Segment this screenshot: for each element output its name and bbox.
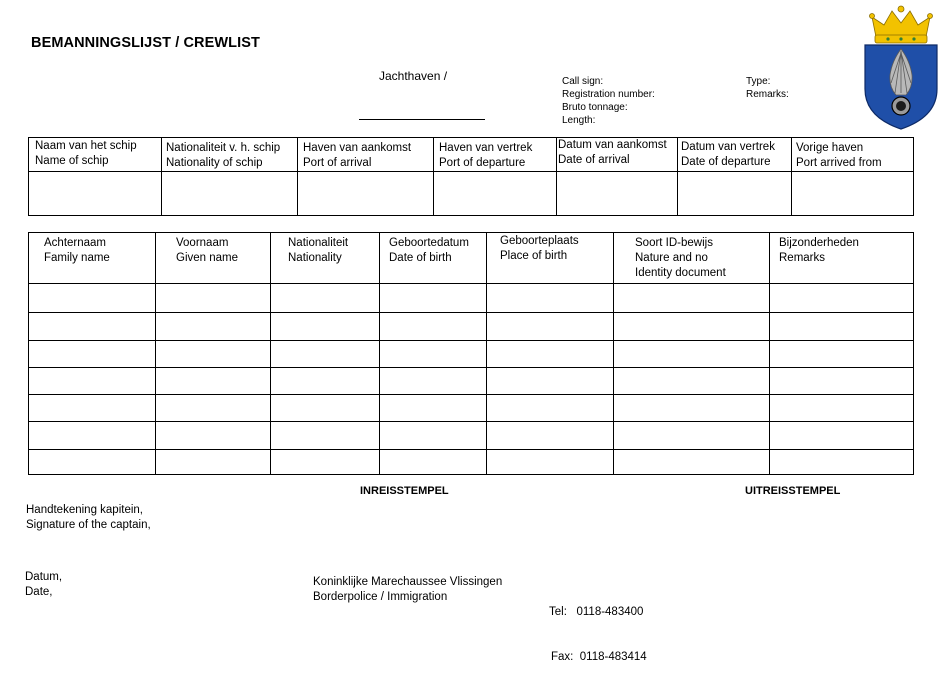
crew-cell[interactable] xyxy=(487,395,614,422)
crew-cell[interactable] xyxy=(156,450,271,475)
registration-number-label: Registration number: xyxy=(562,89,655,100)
call-sign-label: Call sign: xyxy=(562,76,604,87)
footer-organization xyxy=(313,575,502,605)
crew-cell[interactable] xyxy=(487,284,614,313)
crew-list-table xyxy=(28,232,914,475)
crew-cell[interactable] xyxy=(380,422,487,450)
signature-block xyxy=(26,503,151,533)
place-of-birth-header: Geboorteplaats Place of birth xyxy=(487,233,614,284)
crew-cell[interactable] xyxy=(29,341,156,368)
port-of-departure-field[interactable] xyxy=(434,172,557,216)
previous-port-field[interactable] xyxy=(792,172,914,216)
crew-row[interactable] xyxy=(29,313,914,341)
footer-contact xyxy=(549,575,647,680)
crew-cell[interactable] xyxy=(380,450,487,475)
crew-cell[interactable] xyxy=(770,368,914,395)
crew-cell[interactable] xyxy=(29,395,156,422)
crew-cell[interactable] xyxy=(156,422,271,450)
organization-name-nl: Koninklijke Marechaussee Vlissingen xyxy=(313,576,503,588)
crew-cell[interactable] xyxy=(487,450,614,475)
crew-cell[interactable] xyxy=(156,368,271,395)
date-of-birth-header: Geboortedatum Date of birth xyxy=(380,233,487,284)
date-label-en: Date, xyxy=(25,586,53,598)
port-of-arrival-field[interactable] xyxy=(298,172,434,216)
remarks-label: Remarks: xyxy=(746,89,789,100)
date-of-arrival-field[interactable] xyxy=(557,172,678,216)
jachthaven-label: Jachthaven / xyxy=(379,69,448,83)
remarks-header: Bijzonderheden Remarks xyxy=(770,233,914,284)
date-of-arrival-header: Datum van aankomst Date of arrival xyxy=(557,138,678,172)
type-label: Type: xyxy=(746,76,771,87)
signature-label-en: Signature of the captain, xyxy=(26,519,151,531)
crew-cell[interactable] xyxy=(614,341,770,368)
organization-name-en: Borderpolice / Immigration xyxy=(313,591,448,603)
crew-cell[interactable] xyxy=(380,395,487,422)
telephone-number: Tel: 0118-483400 xyxy=(549,606,644,618)
crew-cell[interactable] xyxy=(770,284,914,313)
crew-cell[interactable] xyxy=(156,284,271,313)
date-block xyxy=(25,570,62,600)
crew-cell[interactable] xyxy=(29,422,156,450)
ship-info-block xyxy=(562,75,655,127)
crew-cell[interactable] xyxy=(487,313,614,341)
ship-nationality-header: Nationaliteit v. h. schip Nationality of schip xyxy=(162,138,298,172)
ship-table-input-row[interactable] xyxy=(29,172,914,216)
crew-row[interactable] xyxy=(29,284,914,313)
crew-cell[interactable] xyxy=(380,313,487,341)
bruto-tonnage-label: Bruto tonnage: xyxy=(562,102,628,113)
crew-cell[interactable] xyxy=(380,341,487,368)
given-name-header: Voornaam Given name xyxy=(156,233,271,284)
crew-cell[interactable] xyxy=(614,368,770,395)
crew-cell[interactable] xyxy=(29,313,156,341)
crew-cell[interactable] xyxy=(614,422,770,450)
crew-cell[interactable] xyxy=(271,368,380,395)
crew-cell[interactable] xyxy=(156,341,271,368)
date-of-departure-header: Datum van vertrek Date of departure xyxy=(678,138,792,172)
port-of-departure-header: Haven van vertrek Port of departure xyxy=(434,138,557,172)
crew-cell[interactable] xyxy=(614,395,770,422)
ship-table-header-row xyxy=(29,138,914,172)
ship-name-field[interactable] xyxy=(29,172,162,216)
crew-cell[interactable] xyxy=(380,368,487,395)
date-of-departure-field[interactable] xyxy=(678,172,792,216)
crew-row[interactable] xyxy=(29,368,914,395)
crew-cell[interactable] xyxy=(156,313,271,341)
crew-cell[interactable] xyxy=(487,341,614,368)
page-title: BEMANNINGSLIJST / CREWLIST xyxy=(31,35,260,51)
crew-cell[interactable] xyxy=(29,284,156,313)
crew-cell[interactable] xyxy=(271,450,380,475)
nationality-header: Nationaliteit Nationality xyxy=(271,233,380,284)
crew-cell[interactable] xyxy=(271,313,380,341)
crew-table-body xyxy=(29,284,914,475)
crew-cell[interactable] xyxy=(29,368,156,395)
crew-row[interactable] xyxy=(29,450,914,475)
crew-row[interactable] xyxy=(29,422,914,450)
family-name-header: Achternaam Family name xyxy=(29,233,156,284)
signature-label-nl: Handtekening kapitein, xyxy=(26,504,143,516)
jachthaven-underline xyxy=(359,119,485,120)
crew-cell[interactable] xyxy=(770,395,914,422)
crew-cell[interactable] xyxy=(770,450,914,475)
crew-cell[interactable] xyxy=(614,284,770,313)
crew-cell[interactable] xyxy=(156,395,271,422)
crew-cell[interactable] xyxy=(271,395,380,422)
ship-details-table xyxy=(28,137,914,216)
type-info-block xyxy=(746,75,789,101)
previous-port-header: Vorige haven Port arrived from xyxy=(792,138,914,172)
date-label-nl: Datum, xyxy=(25,571,63,583)
crew-cell[interactable] xyxy=(770,313,914,341)
crew-cell[interactable] xyxy=(770,341,914,368)
crew-table-header-row xyxy=(29,233,914,284)
crew-cell[interactable] xyxy=(614,450,770,475)
crew-cell[interactable] xyxy=(271,341,380,368)
ship-nationality-field[interactable] xyxy=(162,172,298,216)
crew-cell[interactable] xyxy=(29,450,156,475)
identity-document-header: Soort ID-bewijs Nature and no Identity document xyxy=(614,233,770,284)
crew-cell[interactable] xyxy=(770,422,914,450)
crew-cell[interactable] xyxy=(614,313,770,341)
crew-cell[interactable] xyxy=(271,422,380,450)
ship-name-header: Naam van het schip Name of schip xyxy=(29,138,162,172)
crew-cell[interactable] xyxy=(380,284,487,313)
entry-stamp-label: INREISSTEMPEL xyxy=(360,485,449,497)
crew-cell[interactable] xyxy=(487,422,614,450)
crew-row[interactable] xyxy=(29,395,914,422)
exit-stamp-label: UITREISSTEMPEL xyxy=(745,485,841,497)
length-label: Length: xyxy=(562,115,596,126)
marechaussee-crest-icon xyxy=(862,3,940,131)
fax-number: Fax: 0118-483414 xyxy=(551,651,647,663)
port-of-arrival-header: Haven van aankomst Port of arrival xyxy=(298,138,434,172)
crew-cell[interactable] xyxy=(271,284,380,313)
crew-cell[interactable] xyxy=(487,368,614,395)
crew-row[interactable] xyxy=(29,341,914,368)
